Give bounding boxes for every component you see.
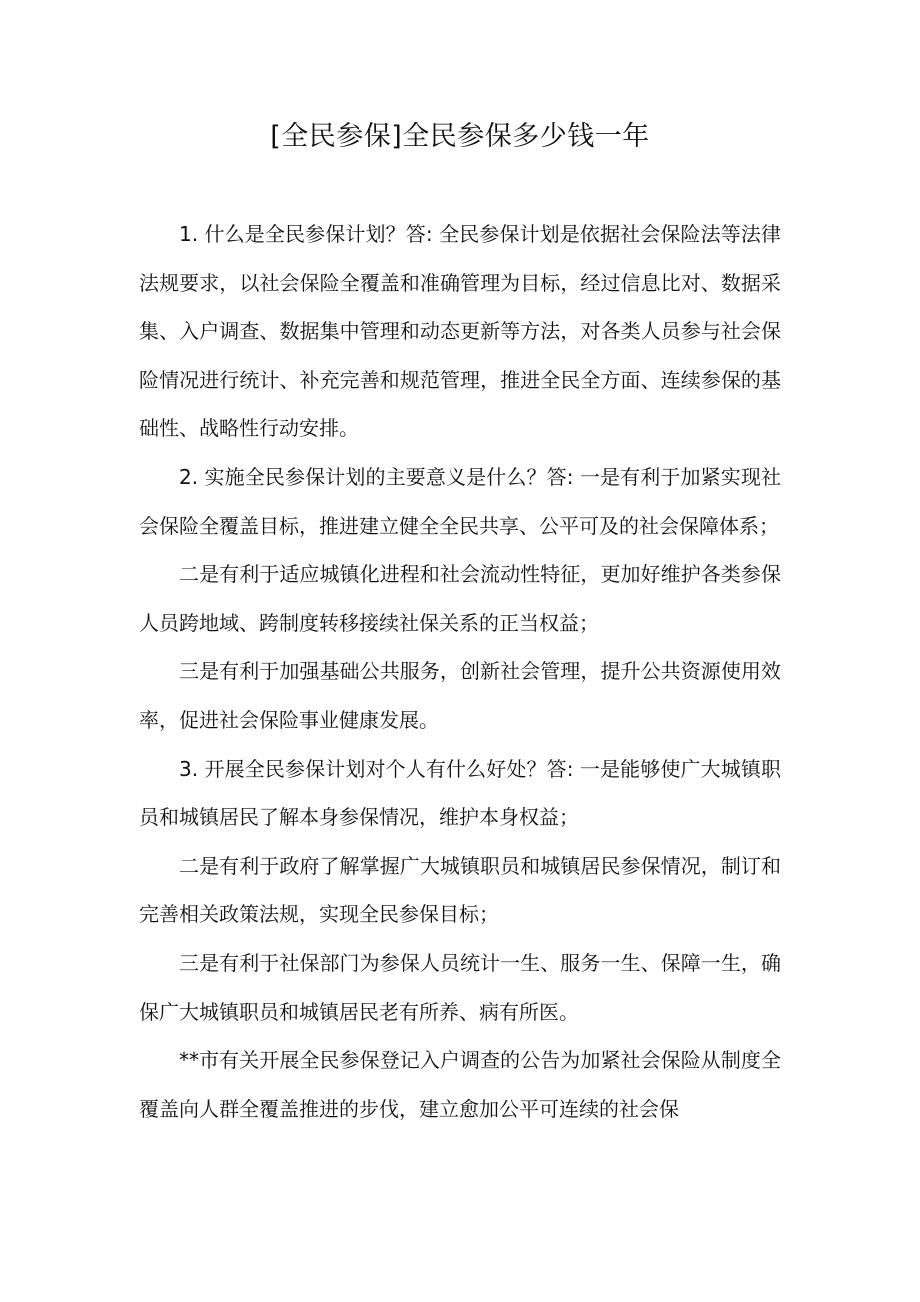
paragraph-q2-answer: 2. 实施全民参保计划的主要意义是什么？答: 一是有利于加紧实现社会保险全覆盖目标，推进建立健全全民共享、公平可及的社会保障体系； (139, 464, 781, 538)
paragraph-q2-point-2: 二是有利于适应城镇化进程和社会流动性特征，更加好维护各类参保人员跨地域、跨制度转移接续社保关系的正当权益； (139, 562, 781, 635)
paragraph-q3-point-2: 二是有利于政府了解掌握广大城镇职员和城镇居民参保情况，制订和完善相关政策法规，实现全民参保目标； (139, 853, 781, 927)
document-title: [全民参保]全民参保多少钱一年 (270, 121, 650, 152)
paragraph-q1-answer: 1. 什么是全民参保计划？答: 全民参保计划是依据社会保险法等法律法规要求，以社会保险全覆盖和准确管理为目标，经过信息比对、数据采集、入户调查、数据集中管理和动态更新等方法，对各类人员参与社会保险情况进行统计、补充完善和规范管理，推进全民全方面、连续参保的基础性、战略性行动安排。 (139, 222, 781, 441)
paragraph-q3-answer: 3. 开展全民参保计划对个人有什么好处？答: 一是能够使广大城镇职员和城镇居民了解本身参保情况，维护本身权益； (139, 756, 781, 830)
document-body (139, 210, 781, 1133)
paragraph-q2-point-3: 三是有利于加强基础公共服务，创新社会管理，提升公共资源使用效率，促进社会保险事业健康发展。 (139, 659, 781, 732)
paragraph-announcement: **市有关开展全民参保登记入户调查的公告为加紧社会保险从制度全覆盖向人群全覆盖推进的步伐，建立愈加公平可连续的社会保 (139, 1048, 781, 1121)
paragraph-q3-point-3: 三是有利于社保部门为参保人员统计一生、服务一生、保障一生，确保广大城镇职员和城镇居民老有所养、病有所医。 (139, 950, 781, 1024)
